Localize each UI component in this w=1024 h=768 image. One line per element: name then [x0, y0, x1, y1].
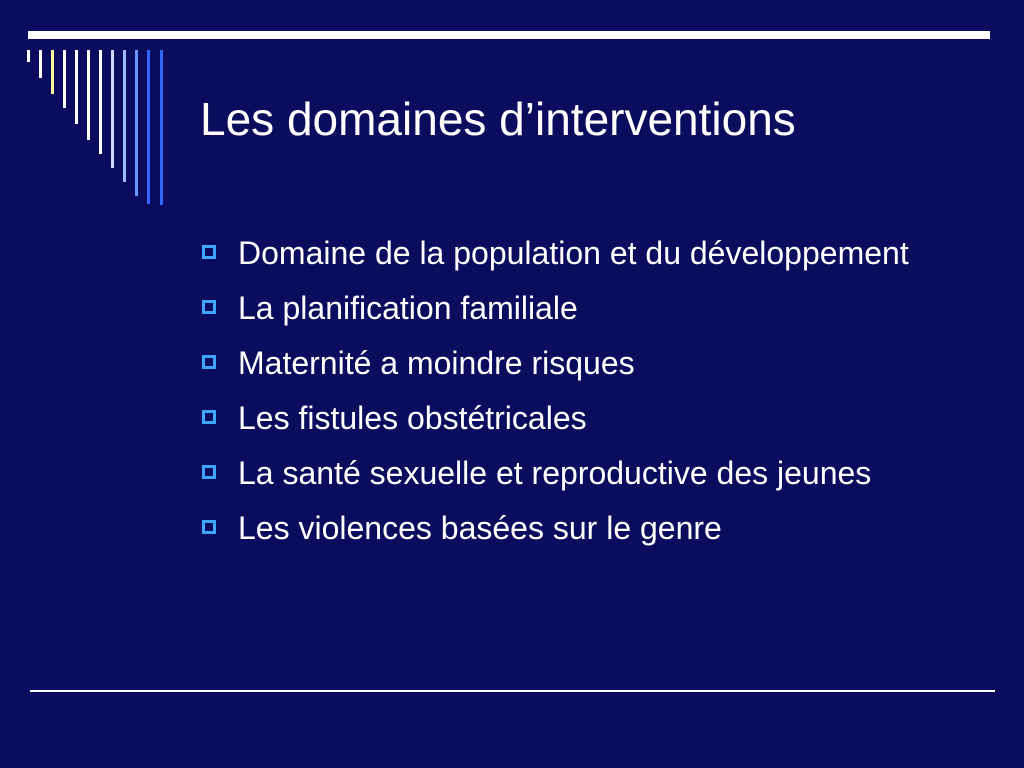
bullet-list: [200, 232, 930, 562]
hollow-square-bullet-icon: [202, 465, 216, 479]
bullet-item: [200, 452, 930, 494]
decorative-bar: [39, 50, 42, 78]
decorative-bar: [27, 50, 30, 62]
decorative-bars: [0, 0, 200, 220]
decorative-bar: [111, 50, 114, 168]
hollow-square-bullet-icon: [202, 355, 216, 369]
decorative-bar: [123, 50, 126, 182]
bullet-item: [200, 397, 930, 439]
decorative-bar: [51, 50, 54, 94]
bullet-text: La santé sexuelle et reproductive des jeunes: [238, 455, 872, 491]
decorative-bar: [75, 50, 78, 124]
bullet-text: Maternité a moindre risques: [238, 345, 635, 381]
slide-title: Les domaines d’interventions: [200, 93, 796, 145]
bottom-rule: [30, 690, 995, 692]
hollow-square-bullet-icon: [202, 300, 216, 314]
bullet-text: Les fistules obstétricales: [238, 400, 587, 436]
hollow-square-bullet-icon: [202, 410, 216, 424]
bullet-text: Les violences basées sur le genre: [238, 510, 722, 546]
bullet-text: Domaine de la population et du développement: [238, 235, 909, 271]
bullet-item: [200, 287, 930, 329]
decorative-bar: [99, 50, 102, 154]
decorative-bar: [87, 50, 90, 140]
decorative-bar: [63, 50, 66, 108]
decorative-bar: [147, 50, 150, 204]
bullet-item: [200, 507, 930, 549]
bullet-item: [200, 232, 930, 274]
hollow-square-bullet-icon: [202, 520, 216, 534]
decorative-bar: [160, 50, 163, 205]
hollow-square-bullet-icon: [202, 245, 216, 259]
decorative-bar: [135, 50, 138, 196]
bullet-item: [200, 342, 930, 384]
bullet-text: La planification familiale: [238, 290, 578, 326]
